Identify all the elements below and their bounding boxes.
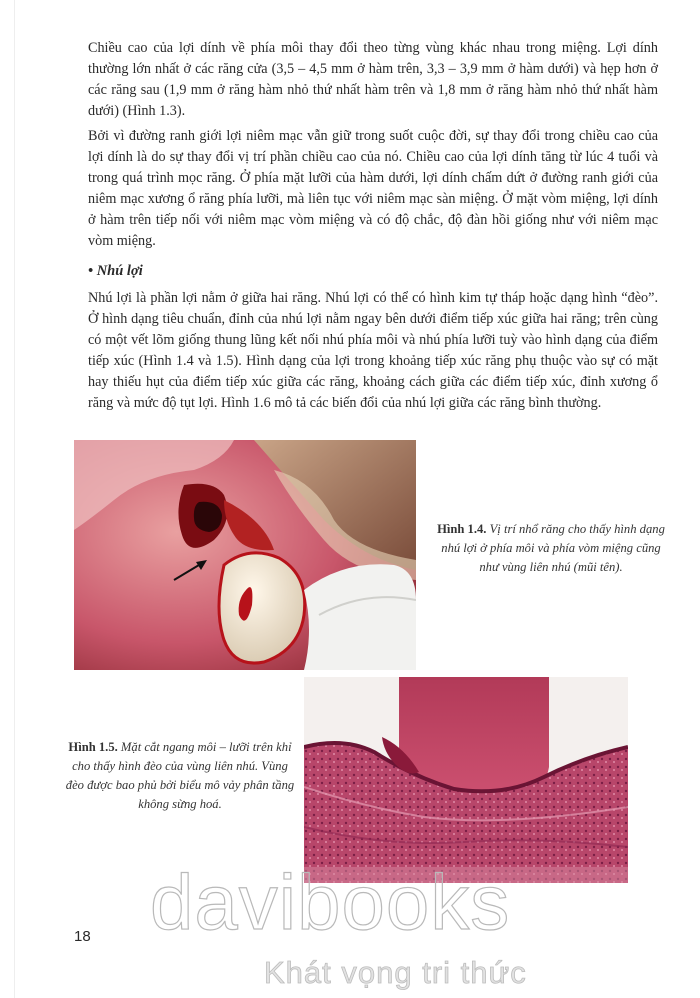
paragraph-mucogingival-junction: Bởi vì đường ranh giới lợi niêm mạc vẫn giữ trong suốt cuộc đời, sự thay đổi trong chiều cao của lợi dính là do sự thay đổi vị trí phần chiều cao của nó. Chiều cao của lợi dính tăng từ lúc 4 tuổi và trong quá trình mọc răng. Ở phía mặt lưỡi của hàm dưới, lợi dính chấm dứt ở đường ranh giới của niêm mạc xương ổ răng phía lưỡi, mà liên tục với niêm mạc sàn miệng. Ở mặt vòm miệng, lợi dính ở hàm trên tiếp nối với niêm mạc vòm miệng và có độ chắc, độ đàn hồi giống như với niêm mạc vòm miệng. <box>88 128 658 249</box>
figure-1-5-caption <box>62 738 298 814</box>
watermark-slogan: Khát vọng tri thức <box>264 955 527 990</box>
figure-1-4-label: Hình 1.4. <box>437 522 487 536</box>
page-edge-line <box>14 0 15 998</box>
extraction-site-illustration <box>74 440 416 670</box>
figure-1-4-photo <box>74 440 416 670</box>
figure-1-5-photo <box>304 677 628 883</box>
paragraph-attached-gingiva-height: Chiều cao của lợi dính về phía môi thay đổi theo từng vùng khác nhau trong miệng. Lợi dính thường lớn nhất ở các răng cửa (3,5 – 4,5 mm ở hàm trên, 3,3 – 3,9 mm ở hàm dưới) và hẹp hơn ở các răng sau (1,9 mm ở răng hàm nhỏ thứ nhất hàm trên và 1,8 mm ở răng hàm nhỏ thứ nhất hàm dưới) (Hình 1.3). <box>88 40 658 119</box>
watermark-brand: davibooks <box>150 858 511 946</box>
histology-section-illustration <box>304 677 628 883</box>
section-heading-interdental-papilla: • Nhú lợi <box>88 263 143 279</box>
figure-1-5-label: Hình 1.5. <box>68 740 118 754</box>
paragraph-interdental-papilla: Nhú lợi là phần lợi nằm ở giữa hai răng. Nhú lợi có thể có hình kim tự tháp hoặc dạng hình “đèo”. Ở hình dạng tiêu chuẩn, đỉnh của nhú lợi nằm ngay bên dưới điểm tiếp xúc giữa hai răng; trên cùng có một vết lõm giống thung lũng kết nối nhú phía môi và nhú phía lưỡi tuỳ vào hình dạng của điểm tiếp xúc (Hình 1.4 và 1.5). Hình dạng của lợi trong khoảng tiếp xúc răng phụ thuộc vào sự có mặt hay thiếu hụt của điểm tiếp xúc giữa các răng, khoảng cách giữa các điểm tiếp xúc, đỉnh xương ổ răng và mức độ tụt lợi. Hình 1.6 mô tả các biến đổi của nhú lợi giữa các răng bình thường. <box>88 290 658 411</box>
page-number: 18 <box>74 928 91 945</box>
figure-1-4-caption-text: Vị trí nhổ răng cho thấy hình dạng nhú lợi ở phía môi và phía vòm miệng cũng như vùng liên nhú (mũi tên). <box>441 522 665 574</box>
figure-1-5-caption-text: Mặt cắt ngang môi – lưỡi trên khỉ cho thấy hình đèo của vùng liên nhú. Vùng đèo được bao phủ bởi biểu mô vảy phân tầng không sừng hoá. <box>65 740 295 811</box>
figure-1-4-caption <box>436 520 666 577</box>
